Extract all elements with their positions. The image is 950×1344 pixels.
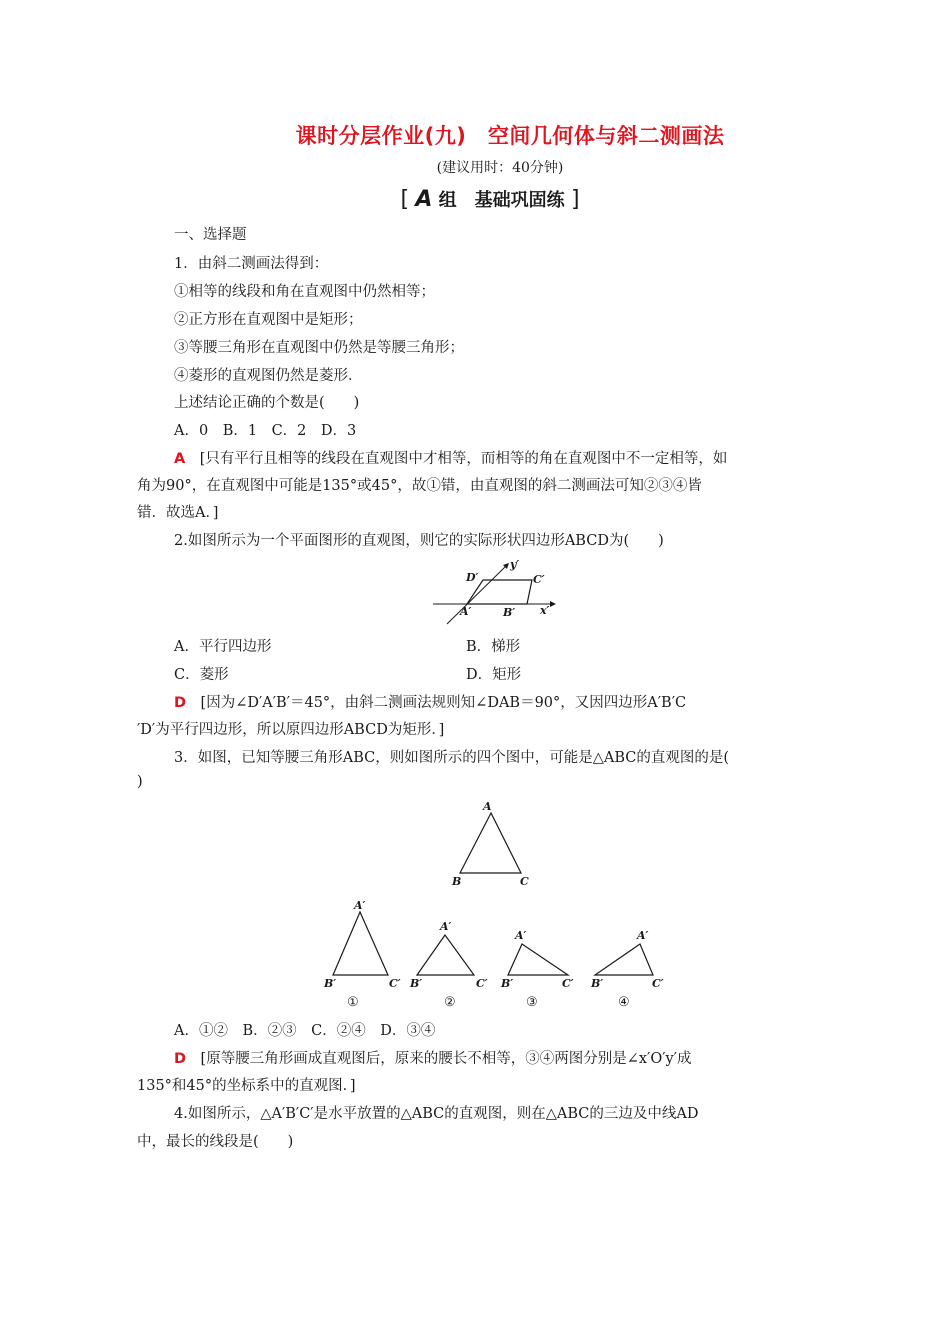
- q1-explanation-line-2: 角为90°，在直观图中可能是135°或45°，故①错，由直观图的斜二测画法可知②③④皆: [137, 478, 702, 494]
- q3-explanation-line-2: 135°和45°的坐标系中的直观图．]: [137, 1078, 356, 1094]
- group-bracket-open: [: [400, 187, 410, 212]
- q3-option-3-label-a: A′: [515, 929, 527, 942]
- q3-explanation-text-1: [原等腰三角形画成直观图后，原来的腰长不相等，③④两图分别是∠x′O′y′成: [200, 1051, 692, 1067]
- q1-ask: 上述结论正确的个数是( ): [174, 395, 360, 411]
- q2-option-c: C．菱形: [174, 667, 229, 683]
- q3-option-3-number: ③: [526, 995, 538, 1010]
- q3-option-1-triangle: [333, 912, 388, 975]
- q3-option-4-label-a: A′: [637, 929, 649, 942]
- q1-item-4: ④菱形的直观图仍然是菱形．: [174, 368, 363, 384]
- q2-label-d: D′: [466, 571, 479, 584]
- q2-option-a: A．平行四边形: [174, 639, 272, 655]
- q4-stem-line-2: 中，最长的线段是( ): [137, 1134, 294, 1150]
- q2-parallelogram-figure: [425, 558, 565, 623]
- q2-explanation-line-2: ′D′为平行四边形，所以原四边形ABCD为矩形．]: [137, 722, 445, 738]
- q3-option-2-label-b: B′: [410, 977, 423, 990]
- q1-options: A．0 B．1 C．2 D．3: [174, 423, 357, 439]
- q3-option-4-triangle: [595, 944, 653, 975]
- q3-option-2-label-c: C′: [476, 977, 488, 990]
- q2-option-d: D．矩形: [466, 667, 522, 683]
- q2-option-b: B．梯形: [466, 639, 521, 655]
- q3-option-2-label-a: A′: [440, 920, 452, 933]
- q1-answer: A: [174, 451, 186, 467]
- q3-options: A．①② B．②③ C．②④ D．③④: [174, 1023, 436, 1039]
- q1-explanation-line-3: 错．故选A．]: [137, 505, 219, 521]
- q3-stem-line-2: ): [137, 774, 143, 790]
- q1-item-2: ②正方形在直观图中是矩形；: [174, 312, 363, 328]
- group-letter: A: [415, 187, 433, 212]
- q2-label-x: x′: [540, 604, 550, 617]
- q3-option-3-triangle: [508, 944, 568, 975]
- q3-stem-line-1: 3．如图，已知等腰三角形ABC，则如图所示的四个图中，可能是△ABC的直观图的是(: [174, 750, 730, 766]
- q3-option-2-number: ②: [444, 995, 456, 1010]
- q1-stem: 1．由斜二测画法得到：: [174, 256, 329, 272]
- q3-option-4-label-b: B′: [591, 977, 604, 990]
- section-heading: 一、选择题: [174, 227, 247, 243]
- q1-explanation-line-1: [174, 447, 727, 468]
- q3-option-1-label-a: A′: [354, 899, 366, 912]
- suggested-time: (建议用时：40分钟): [436, 160, 564, 176]
- q2-explanation-line-1: [174, 691, 686, 712]
- q3-option-3-label-c: C′: [562, 977, 574, 990]
- group-label: 组 基础巩固练: [438, 190, 565, 211]
- q3-label-a: A: [483, 800, 492, 813]
- q3-option-2-triangle: [417, 935, 474, 975]
- q3-options-figure: [320, 898, 670, 1013]
- q3-option-4-number: ④: [618, 995, 630, 1010]
- q1-explanation-text-1: [只有平行且相等的线段在直观图中才相等，而相等的角在直观图中不一定相等，如: [199, 451, 728, 467]
- q1-item-1: ①相等的线段和角在直观图中仍然相等；: [174, 284, 435, 300]
- q2-explanation-text-1: [因为∠D′A′B′＝45°，由斜二测画法规则知∠DAB＝90°，又因四边形A′B′C: [200, 695, 687, 711]
- q2-stem: 2.如图所示为一个平面图形的直观图，则它的实际形状四边形ABCD为( ): [174, 533, 664, 549]
- q2-x-arrow: [550, 601, 556, 607]
- q3-option-4-label-c: C′: [652, 977, 664, 990]
- q3-answer: D: [174, 1051, 187, 1067]
- group-bracket-close: ]: [570, 187, 580, 212]
- q2-label-c: C′: [533, 573, 545, 586]
- page-title: 课时分层作业(九) 空间几何体与斜二测画法: [295, 124, 725, 148]
- q2-label-y: y′: [510, 558, 520, 571]
- q3-option-1-number: ①: [347, 995, 359, 1010]
- q3-original-triangle-figure: [450, 798, 540, 893]
- q3-explanation-line-1: [174, 1047, 691, 1068]
- q3-triangle-abc: [460, 813, 521, 873]
- q2-answer: D: [174, 695, 187, 711]
- q2-label-a: A′: [460, 605, 472, 618]
- q2-label-b: B′: [503, 606, 516, 619]
- q1-item-3: ③等腰三角形在直观图中仍然是等腰三角形；: [174, 340, 464, 356]
- q3-label-c: C: [520, 875, 529, 888]
- q4-stem-line-1: 4.如图所示，△A′B′C′是水平放置的△ABC的直观图，则在△ABC的三边及中线AD: [174, 1106, 699, 1122]
- group-a-header: [0, 186, 950, 212]
- q3-option-1-label-b: B′: [324, 977, 337, 990]
- q3-label-b: B: [452, 875, 462, 888]
- q3-option-3-label-b: B′: [501, 977, 514, 990]
- q3-option-1-label-c: C′: [389, 977, 401, 990]
